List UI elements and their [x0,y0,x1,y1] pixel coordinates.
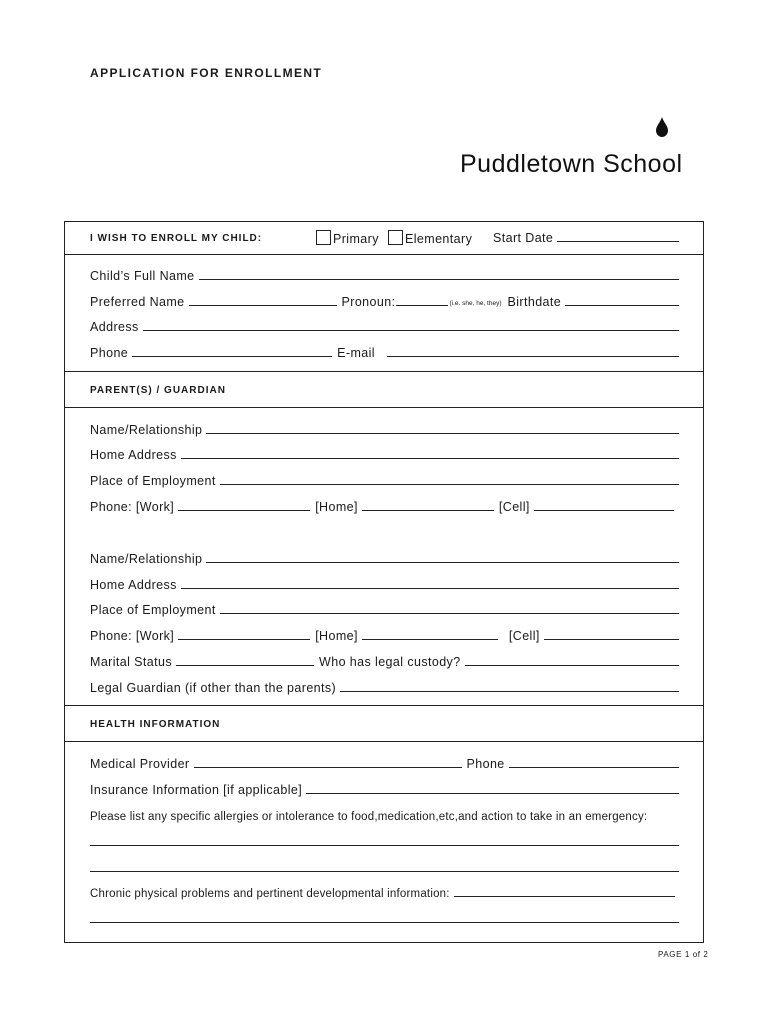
parent1-employment-field[interactable] [220,484,679,485]
phone-home-label: [Home] [315,629,358,643]
parent1-address-row [90,445,679,463]
section-divider [64,705,704,706]
water-drop-logo-icon [655,117,669,137]
start-date-row [493,228,679,246]
child-full-name-field[interactable] [199,279,679,280]
parents-section-title: PARENT(S) / GUARDIAN [90,385,226,396]
section-divider [64,254,704,255]
parent1-address-field[interactable] [181,458,679,459]
page-number: PAGE 1 of 2 [658,950,709,959]
primary-option[interactable] [316,230,379,246]
phone-home-label: [Home] [315,500,358,514]
parent1-cell-phone-field[interactable] [534,510,674,511]
child-name-row [90,266,679,284]
medical-provider-label: Medical Provider [90,757,190,771]
chronic-prompt-row [90,883,675,901]
section-divider [64,371,704,372]
home-address-label: Home Address [90,578,177,592]
pronoun-hint: (i.e. she, he, they) [449,300,502,307]
start-date-field[interactable] [557,241,679,242]
parent1-name-field[interactable] [206,433,679,434]
medical-phone-label: Phone [466,757,505,771]
enroll-label: I WISH TO ENROLL MY CHILD: [90,233,263,244]
address-field[interactable] [143,330,679,331]
parent1-employment-row [90,471,679,489]
phone-work-label: Phone: [Work] [90,500,175,514]
elementary-label: Elementary [405,232,473,246]
employment-label: Place of Employment [90,474,216,488]
child-full-name-label: Child’s Full Name [90,269,195,283]
legal-guardian-row [90,678,679,696]
phone-work-label: Phone: [Work] [90,629,175,643]
preferred-name-row [90,292,679,310]
parent2-name-row [90,549,679,567]
parent2-address-field[interactable] [181,588,679,589]
name-relationship-label: Name/Relationship [90,552,203,566]
phone-field[interactable] [132,356,332,357]
phone-cell-label: [Cell] [498,500,530,514]
elementary-checkbox[interactable] [388,230,403,245]
marital-row [90,652,679,670]
insurance-field[interactable] [306,793,679,794]
birthdate-field[interactable] [565,305,679,306]
school-name: Puddletown School [460,150,683,178]
home-address-label: Home Address [90,448,177,462]
health-section-title: HEALTH INFORMATION [90,719,221,730]
address-row [90,317,679,335]
medical-phone-field[interactable] [509,767,679,768]
parent2-home-phone-field[interactable] [362,639,498,640]
name-relationship-label: Name/Relationship [90,423,203,437]
address-label: Address [90,320,139,334]
preferred-name-field[interactable] [189,305,337,306]
allergies-prompt-row [90,806,679,824]
parent1-phone-row [90,497,679,515]
start-date-label: Start Date [493,231,554,245]
primary-checkbox[interactable] [316,230,331,245]
parent2-name-field[interactable] [206,562,679,563]
allergies-line-2[interactable] [90,871,679,872]
parent2-employment-field[interactable] [220,613,679,614]
section-divider [64,407,704,408]
parent1-work-phone-field[interactable] [178,510,310,511]
chronic-line-2[interactable] [90,922,679,923]
medical-provider-field[interactable] [194,767,462,768]
preferred-name-label: Preferred Name [90,295,185,309]
birthdate-label: Birthdate [507,295,562,309]
section-divider [64,741,704,742]
form-title: APPLICATION FOR ENROLLMENT [90,66,323,80]
elementary-option[interactable] [388,230,472,246]
parent1-name-row [90,420,679,438]
parent2-work-phone-field[interactable] [178,639,310,640]
chronic-field[interactable] [454,896,675,897]
marital-status-label: Marital Status [90,655,173,669]
medical-provider-row [90,754,679,772]
phone-email-row [90,343,679,361]
legal-guardian-field[interactable] [340,691,679,692]
pronoun-field[interactable] [396,305,448,306]
phone-cell-label: [Cell] [508,629,540,643]
phone-label: Phone [90,346,129,360]
legal-guardian-label: Legal Guardian (if other than the parents) [90,681,337,695]
allergies-prompt: Please list any specific allergies or intolerance to food,medication,etc,and action to take in an emergency: [90,811,648,823]
parent2-cell-phone-field[interactable] [544,639,679,640]
marital-status-field[interactable] [176,665,314,666]
pronoun-label: Pronoun: [341,295,396,309]
parent1-home-phone-field[interactable] [362,510,494,511]
insurance-label: Insurance Information [if applicable] [90,783,303,797]
chronic-prompt: Chronic physical problems and pertinent developmental information: [90,888,450,900]
allergies-line-1[interactable] [90,845,679,846]
email-label: E-mail [337,346,375,360]
parent2-phone-row [90,626,679,644]
primary-label: Primary [333,232,379,246]
employment-label: Place of Employment [90,603,216,617]
email-field[interactable] [387,356,679,357]
legal-custody-label: Who has legal custody? [319,655,461,669]
parent2-address-row [90,575,679,593]
legal-custody-field[interactable] [465,665,679,666]
insurance-row [90,780,679,798]
parent2-employment-row [90,600,679,618]
